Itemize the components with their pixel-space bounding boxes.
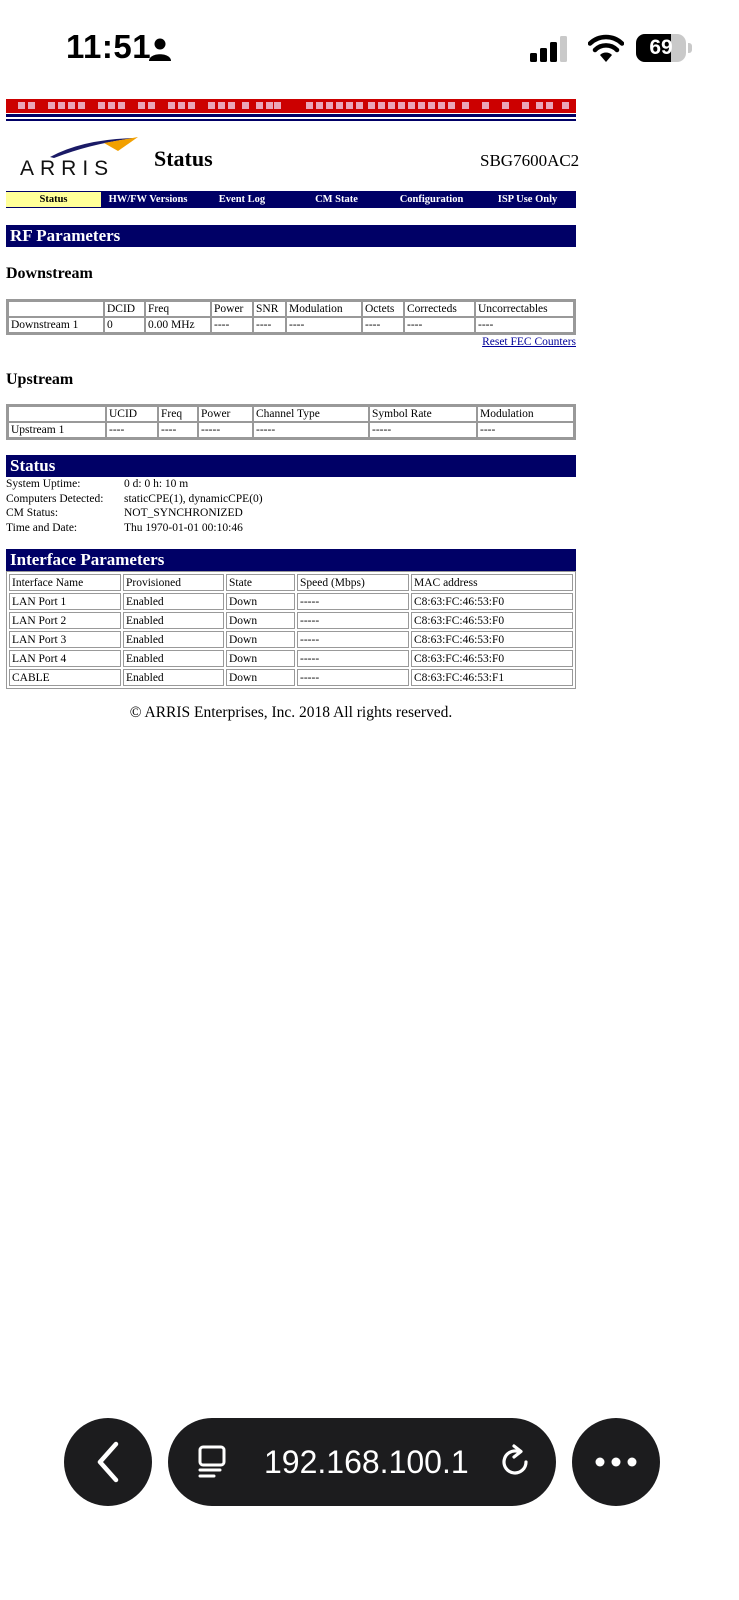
table-header-cell: DCID [104, 301, 145, 317]
page-header [6, 125, 588, 191]
table-header-cell: Channel Type [253, 406, 369, 422]
downstream-heading: Downstream [6, 265, 93, 282]
banner-square [178, 102, 185, 109]
arris-swoosh-icon [48, 137, 138, 159]
table-cell: Enabled [123, 612, 224, 629]
nav-cm-state[interactable]: CM State [315, 194, 358, 205]
wifi-icon [588, 34, 624, 62]
table-header-cell [8, 301, 104, 317]
nav-status[interactable]: Status [6, 192, 101, 207]
table-row [9, 650, 573, 667]
banner-square [378, 102, 385, 109]
table-cell: C8:63:FC:46:53:F0 [411, 650, 573, 667]
banner-square [256, 102, 263, 109]
table-row [8, 317, 574, 333]
banner-square [502, 102, 509, 109]
model-name: SBG7600AC2 [480, 151, 580, 170]
banner-square [368, 102, 375, 109]
table-cell: Enabled [123, 631, 224, 648]
banner-square [356, 102, 363, 109]
table-cell: ---- [475, 317, 574, 333]
copyright-notice: © ARRIS Enterprises, Inc. 2018 All rights reserved. [129, 704, 453, 721]
banner-square [306, 102, 313, 109]
table-cell: ----- [297, 612, 409, 629]
banner-square [462, 102, 469, 109]
banner-square [522, 102, 529, 109]
table-cell: Enabled [123, 669, 224, 686]
nav-event-log[interactable]: Event Log [218, 194, 266, 205]
upstream-heading: Upstream [6, 371, 74, 388]
interface-table [6, 571, 576, 689]
table-row [9, 612, 573, 629]
status-label: System Uptime: [6, 478, 81, 490]
table-row [9, 593, 573, 610]
banner-square [68, 102, 75, 109]
table-header-row [9, 574, 573, 591]
table-cell: Down [226, 650, 295, 667]
table-header-cell: UCID [106, 406, 158, 422]
table-cell: Down [226, 669, 295, 686]
banner-square [48, 102, 55, 109]
table-cell: Upstream 1 [8, 422, 106, 438]
banner-square [138, 102, 145, 109]
table-cell: ---- [106, 422, 158, 438]
table-row [8, 422, 574, 438]
table-header-cell: Freq [158, 406, 198, 422]
arris-logo [18, 137, 124, 181]
table-cell: ----- [297, 631, 409, 648]
table-header-cell: Freq [145, 301, 211, 317]
url-text[interactable]: 192.168.100.1 [264, 1444, 469, 1480]
table-cell: C8:63:FC:46:53:F0 [411, 612, 573, 629]
banner-square [536, 102, 543, 109]
banner-square [168, 102, 175, 109]
status-label: CM Status: [6, 507, 59, 519]
cellular-signal-icon [530, 36, 568, 62]
banner-square [218, 102, 225, 109]
table-cell: ----- [198, 422, 253, 438]
banner-square [58, 102, 65, 109]
table-header-cell: SNR [253, 301, 286, 317]
nav-isp-use-only[interactable]: ISP Use Only [497, 194, 558, 205]
table-header-cell: Modulation [477, 406, 574, 422]
table-header-cell: Speed (Mbps) [297, 574, 409, 591]
banner-square [562, 102, 569, 109]
table-header-cell: Provisioned [123, 574, 224, 591]
table-cell: ---- [211, 317, 253, 333]
table-cell: ---- [253, 317, 286, 333]
downstream-table [6, 299, 576, 335]
banner-square [28, 102, 35, 109]
table-header-row [8, 301, 574, 317]
address-bar[interactable] [168, 1418, 556, 1506]
banner-square [408, 102, 415, 109]
table-cell: ---- [404, 317, 475, 333]
tabs-overview-icon[interactable] [194, 1442, 234, 1482]
status-row-computers [6, 492, 588, 507]
banner-square [228, 102, 235, 109]
table-cell: CABLE [9, 669, 121, 686]
status-label: Time and Date: [6, 521, 78, 534]
table-header-cell: Symbol Rate [369, 406, 477, 422]
banner-square [336, 102, 343, 109]
table-cell: ---- [286, 317, 362, 333]
banner-square [546, 102, 553, 109]
table-header-cell: Uncorrectables [475, 301, 574, 317]
ios-status-bar [0, 0, 739, 90]
table-row [9, 669, 573, 686]
banner-square [418, 102, 425, 109]
table-header-row [8, 406, 574, 422]
status-heading: Status [6, 455, 576, 477]
more-options-button[interactable] [572, 1418, 660, 1506]
table-cell: C8:63:FC:46:53:F0 [411, 631, 573, 648]
status-label: Computers Detected: [6, 492, 104, 505]
banner-square [448, 102, 455, 109]
table-cell: ---- [158, 422, 198, 438]
table-cell: ---- [362, 317, 404, 333]
table-cell: Down [226, 593, 295, 610]
banner-square [98, 102, 105, 109]
banner-square [346, 102, 353, 109]
banner-square [108, 102, 115, 109]
banner-square [326, 102, 333, 109]
banner-square [428, 102, 435, 109]
table-header-cell: Modulation [286, 301, 362, 317]
person-icon [148, 37, 172, 61]
table-header-cell: State [226, 574, 295, 591]
main-nav [6, 191, 576, 208]
table-cell: LAN Port 2 [9, 612, 121, 629]
table-cell: C8:63:FC:46:53:F1 [411, 669, 573, 686]
table-cell: ----- [297, 650, 409, 667]
status-row-time-date [6, 521, 588, 536]
table-cell: ----- [297, 669, 409, 686]
arris-status-page [6, 99, 588, 689]
table-header-cell: Power [198, 406, 253, 422]
table-cell: LAN Port 1 [9, 593, 121, 610]
page-title: Status [154, 146, 213, 171]
reset-fec-counters-link[interactable]: Reset FEC Counters [482, 336, 576, 348]
table-header-cell: Interface Name [9, 574, 121, 591]
table-cell: Down [226, 612, 295, 629]
table-cell: C8:63:FC:46:53:F0 [411, 593, 573, 610]
table-cell: Down [226, 631, 295, 648]
table-cell: ---- [477, 422, 574, 438]
banner-square [188, 102, 195, 109]
more-options-icon [572, 1418, 660, 1506]
status-value: NOT_SYNCHRONIZED [124, 507, 243, 519]
reload-icon[interactable] [496, 1442, 536, 1482]
nav-configuration[interactable]: Configuration [399, 194, 464, 205]
banner-square [208, 102, 215, 109]
banner-square [78, 102, 85, 109]
table-cell: LAN Port 3 [9, 631, 121, 648]
banner-square [148, 102, 155, 109]
banner-square [438, 102, 445, 109]
table-header-cell [8, 406, 106, 422]
back-button[interactable] [64, 1418, 152, 1506]
logo-text: ARRIS [20, 157, 115, 180]
banner-square [316, 102, 323, 109]
table-cell: 0 [104, 317, 145, 333]
table-header-cell: Octets [362, 301, 404, 317]
table-cell: Enabled [123, 650, 224, 667]
status-value: Thu 1970-01-01 00:10:46 [124, 521, 243, 534]
table-cell: Downstream 1 [8, 317, 104, 333]
table-header-cell: Correcteds [404, 301, 475, 317]
banner-square [118, 102, 125, 109]
table-header-cell: MAC address [411, 574, 573, 591]
banner-square [398, 102, 405, 109]
nav-hw-fw-versions[interactable]: HW/FW Versions [108, 194, 188, 205]
status-details [6, 477, 588, 535]
status-row-cm-status [6, 506, 588, 521]
status-value: staticCPE(1), dynamicCPE(0) [124, 492, 263, 505]
table-cell: 0.00 MHz [145, 317, 211, 333]
header-banner [6, 99, 576, 125]
rf-parameters-heading: RF Parameters [6, 225, 576, 247]
table-cell: LAN Port 4 [9, 650, 121, 667]
table-cell: ----- [253, 422, 369, 438]
table-cell: ----- [369, 422, 477, 438]
status-value: 0 d: 0 h: 10 m [124, 478, 189, 490]
upstream-table [6, 404, 576, 440]
banner-square [388, 102, 395, 109]
battery-icon [636, 34, 692, 62]
banner-square [266, 102, 273, 109]
banner-square [18, 102, 25, 109]
table-row [9, 631, 573, 648]
table-cell: ----- [297, 593, 409, 610]
table-cell: Enabled [123, 593, 224, 610]
banner-square [482, 102, 489, 109]
banner-square [242, 102, 249, 109]
table-header-cell: Power [211, 301, 253, 317]
back-chevron-icon [64, 1418, 152, 1506]
battery-level: 69 [649, 36, 673, 59]
interface-parameters-heading: Interface Parameters [6, 549, 576, 571]
status-row-uptime [6, 477, 588, 492]
clock-time: 11:51 [66, 28, 152, 65]
banner-square [274, 102, 281, 109]
